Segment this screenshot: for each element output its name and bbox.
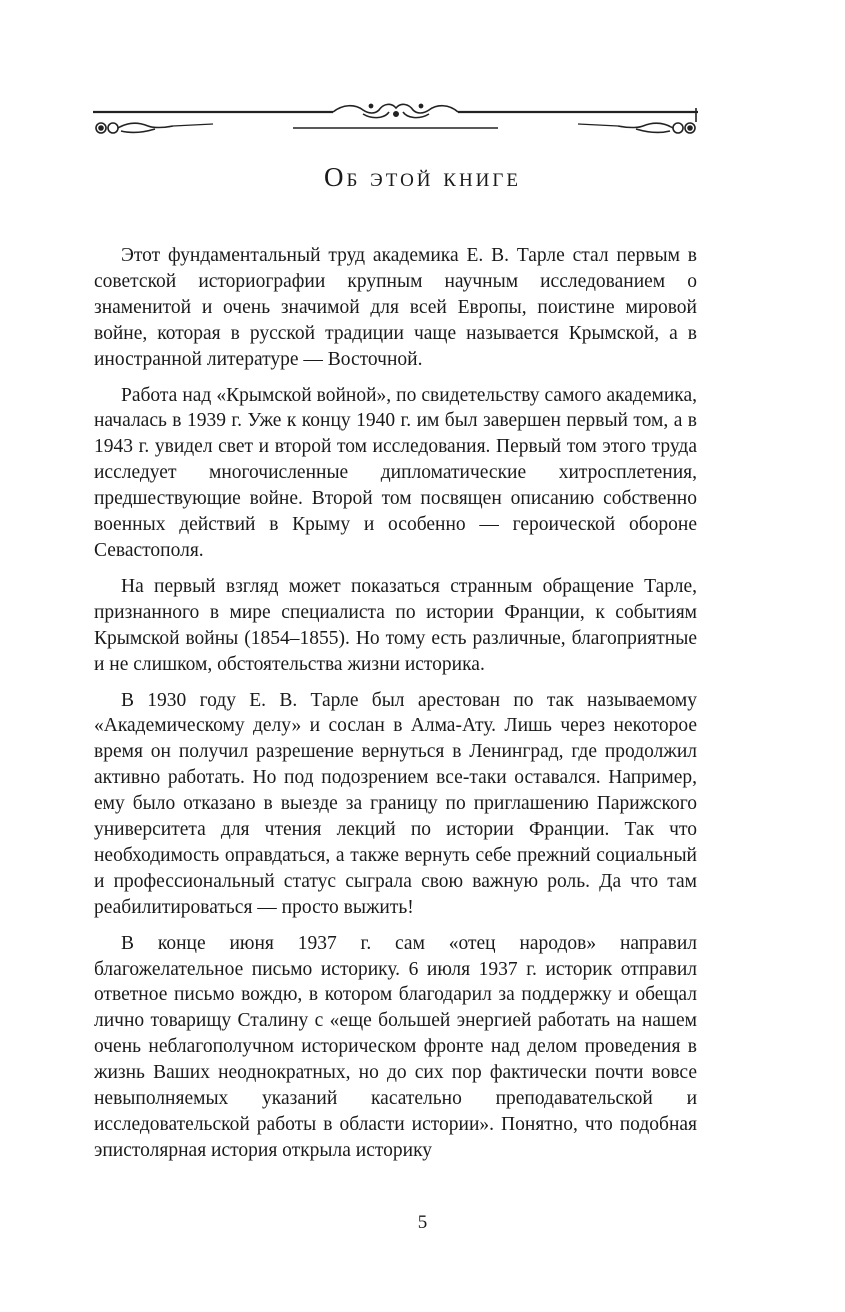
paragraph: Работа над «Крымской войной», по свидетельству самого академика, началась в 1939 г. Уже к концу 1940 г. им был завершен первый том, а в 1943 г. увидел свет и второй том исследования. Первый том этого труда исследует многочисленные дипломатические хитросплетения, предшествующие войне. Второй том посвящен описанию собственно военных действий в Крыму и особенно — героической обороне Севастополя. [94,384,697,561]
paragraph: В конце июня 1937 г. сам «отец народов» направил благожелательное письмо историку. 6 июля 1937 г. историк отправил ответное письмо вождю, в котором благодарил за поддержку и обещал лично товарищу Сталину с «еще большей энергией работать на нашем очень неблагополучном историческом фронте над делом проведения в жизнь Ваших неоднократных, но до сих пор фактически почти вовсе невыполняемых указаний касательно преподавательской и исследовательской работы в области истории». Понятно, что подобная эпистолярная история открыла историку [94,932,697,1161]
paragraph: На первый взгляд может показаться странным обращение Тарле, признанного в мире специалиста по истории Франции, к событиям Крымской войны (1854–1855). Но тому есть различные, благоприятные и не слишком, обстоятельства жизни историка. [94,575,697,675]
page-title: Об этой книге [324,162,521,192]
paragraph: Этот фундаментальный труд академика Е. В. Тарле стал первым в советской историографии крупным научным исследованием о знаменитой и очень значимой для всей Европы, поистине мировой войне, которая в русской традиции чаще называется Крымской, а в иностранной литературе — Восточной. [94,245,697,370]
page-number: 5 [417,1212,428,1233]
decorative-divider-icon [93,98,698,140]
body-text [94,243,697,1174]
paragraph: В 1930 году Е. В. Тарле был арестован по так называемому «Академическому делу» и сослан в Алма-Ату. Лишь через некоторое время он получил разрешение вернуться в Ленинград, где продолжил активно работать. Но под подозрением все-таки оставался. Например, ему было отказано в выезде за границу по приглашению Парижского университета для чтения лекций по истории Франции. Так что необходимость оправдаться, а также вернуть себе прежний социальный и профессиональный статус сыграла свою важную роль. Да что там реабилитироваться — просто выжить! [94,689,697,918]
